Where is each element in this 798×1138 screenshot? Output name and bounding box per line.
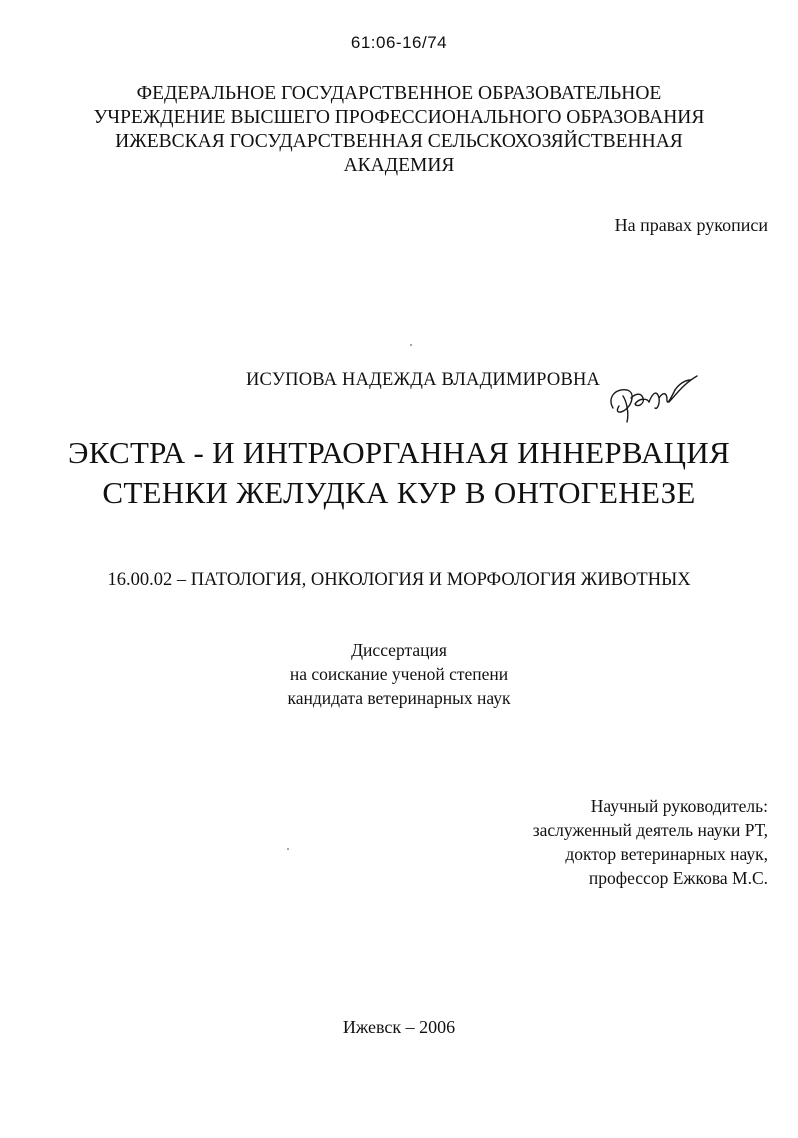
- city-year: Ижевск – 2006: [342, 1017, 456, 1037]
- title-line: ЭКСТРА - И ИНТРАОРГАННАЯ ИННЕРВАЦИЯ: [68, 435, 730, 470]
- dissertation-line: Диссертация: [351, 640, 447, 660]
- handwritten-signature: [605, 368, 705, 428]
- dissertation-line: на соискание ученой степени: [289, 664, 509, 684]
- dissertation-line: кандидата ветеринарных наук: [287, 688, 511, 708]
- specialty-code: 16.00.02 – ПАТОЛОГИЯ, ОНКОЛОГИЯ И МОРФОЛОГИЯ ЖИВОТНЫХ: [107, 570, 691, 590]
- institution-line: АКАДЕМИЯ: [343, 155, 455, 176]
- supervisor-line: доктор ветеринарных наук,: [565, 844, 768, 864]
- institution-line: ИЖЕВСКАЯ ГОСУДАРСТВЕННАЯ СЕЛЬСКОХОЗЯЙСТВЕННАЯ: [115, 131, 683, 152]
- dissertation-title: [0, 433, 798, 513]
- catalog-code: 61:06-16/74: [350, 33, 448, 52]
- rights-note: На правах рукописи: [614, 215, 768, 235]
- institution-name: [0, 82, 798, 178]
- institution-line: УЧРЕЖДЕНИЕ ВЫСШЕГО ПРОФЕССИОНАЛЬНОГО ОБРАЗОВАНИЯ: [93, 107, 705, 128]
- supervisor-line: Научный руководитель:: [590, 796, 768, 816]
- author-name: ИСУПОВА НАДЕЖДА ВЛАДИМИРОВНА: [246, 370, 601, 390]
- scan-speck: [287, 848, 289, 850]
- scan-speck: [410, 344, 412, 346]
- title-line: СТЕНКИ ЖЕЛУДКА КУР В ОНТОГЕНЕЗЕ: [102, 475, 696, 510]
- supervisor-line: заслуженный деятель науки РТ,: [532, 820, 768, 840]
- supervisor-block: [533, 794, 768, 890]
- supervisor-line: профессор Ежкова М.С.: [588, 868, 768, 888]
- institution-line: ФЕДЕРАЛЬНОЕ ГОСУДАРСТВЕННОЕ ОБРАЗОВАТЕЛЬНОЕ: [136, 83, 662, 104]
- dissertation-type: [0, 638, 798, 710]
